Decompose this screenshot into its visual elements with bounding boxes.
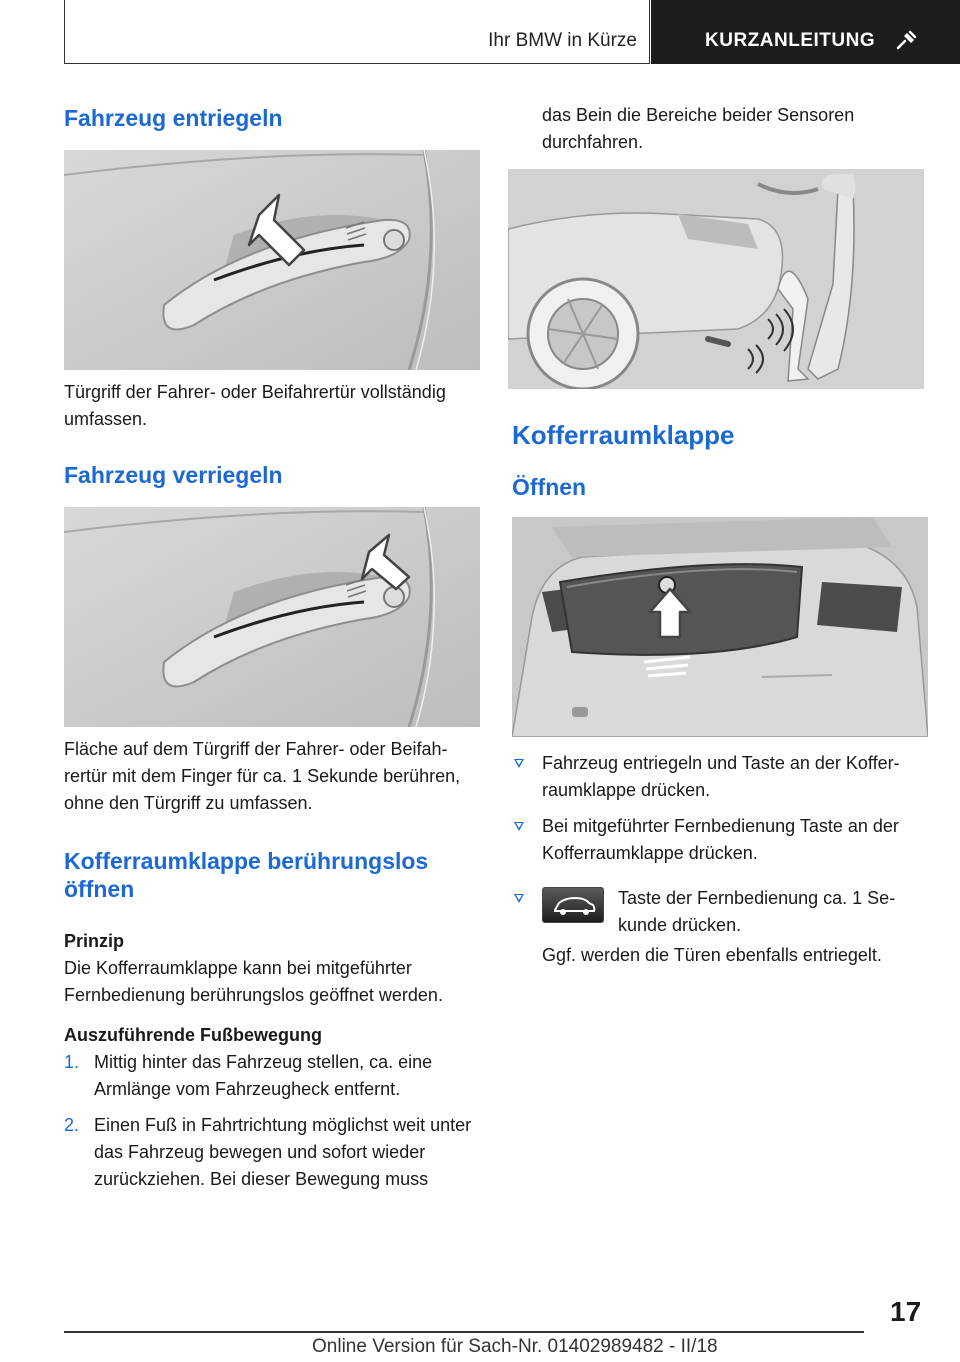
- heading-foot-movement: Auszuführende Fußbewegung: [64, 1025, 322, 1045]
- door-handle-unlock-illustration: [64, 150, 480, 370]
- footer-online-version: Online Version für Sach-Nr. 01402989482 - II/18: [312, 1336, 718, 1357]
- doors-unlock-note: Ggf. werden die Türen ebenfalls entriegelt.: [542, 945, 882, 965]
- list-item: [512, 885, 928, 939]
- option-text: Bei mitgeführter Fernbedienung Taste an der Kofferraumklappe drücken.: [542, 816, 899, 863]
- bullet-triangle-icon: [514, 822, 524, 831]
- header-chapter-tab: [651, 0, 960, 64]
- left-column: [64, 100, 480, 1193]
- step-text: Einen Fuß in Fahrtrichtung möglichst weit unter das Fahrzeug bewegen und sofort wieder zurückziehen. Bei dieser Bewegung muss: [94, 1115, 472, 1189]
- header-section-title: Ihr BMW in Kürze: [488, 30, 637, 51]
- right-column: [512, 100, 928, 969]
- bullet-triangle-icon: [514, 759, 524, 768]
- foot-sensor-illustration: [508, 169, 924, 389]
- footer-divider: [64, 1331, 864, 1333]
- heading-touchless-trunk: Kofferraumklappe berührungslos öffnen: [64, 848, 429, 902]
- trunk-lid-illustration: [512, 517, 928, 737]
- lock-instruction: Fläche auf dem Türgriff der Fahrer- oder Beifahrertür mit dem Finger für ca. 1 Sekunde berühren, ohne den Türgriff zu umfassen.: [64, 739, 461, 813]
- trunk-open-key-icon: [542, 887, 604, 923]
- option-text: Fahrzeug entriegeln und Taste an der Kofferraumklappe drücken.: [542, 753, 900, 800]
- page-number: 17: [890, 1296, 922, 1327]
- continued-step-text: das Bein die Bereiche beider Sensoren durchfahren.: [542, 105, 855, 152]
- heading-trunk-lid: Kofferraumklappe: [512, 420, 735, 450]
- list-item: [64, 1112, 480, 1193]
- header-chapter-title: KURZANLEITUNG: [705, 30, 876, 51]
- door-handle-lock-illustration: [64, 507, 480, 727]
- step-number: 1.: [64, 1052, 80, 1072]
- quick-reference-icon: [895, 28, 919, 52]
- bullet-triangle-icon: [514, 894, 524, 903]
- header-section-box: [64, 0, 650, 64]
- open-trunk-options: [512, 750, 928, 939]
- foot-movement-steps: [64, 1049, 480, 1193]
- step-number: 2.: [64, 1115, 80, 1135]
- list-item: [512, 750, 928, 804]
- heading-unlock-vehicle: Fahrzeug entriegeln: [64, 105, 283, 131]
- heading-principle: Prinzip: [64, 931, 125, 951]
- step-text: Mittig hinter das Fahrzeug stellen, ca. eine Armlänge vom Fahrzeugheck entfernt.: [94, 1052, 433, 1099]
- key-instruction: Taste der Fernbedienung ca. 1 Sekunde drücken.: [618, 888, 896, 935]
- heading-open: Öffnen: [512, 474, 587, 500]
- heading-lock-vehicle: Fahrzeug verriegeln: [64, 462, 283, 488]
- list-item: [512, 813, 928, 867]
- principle-text: Die Kofferraumklappe kann bei mitgeführter Fernbedienung berührungslos geöffnet werden.: [64, 958, 443, 1005]
- unlock-instruction: Türgriff der Fahrer- oder Beifahrertür vollständig umfassen.: [64, 382, 446, 429]
- list-item: [64, 1049, 480, 1103]
